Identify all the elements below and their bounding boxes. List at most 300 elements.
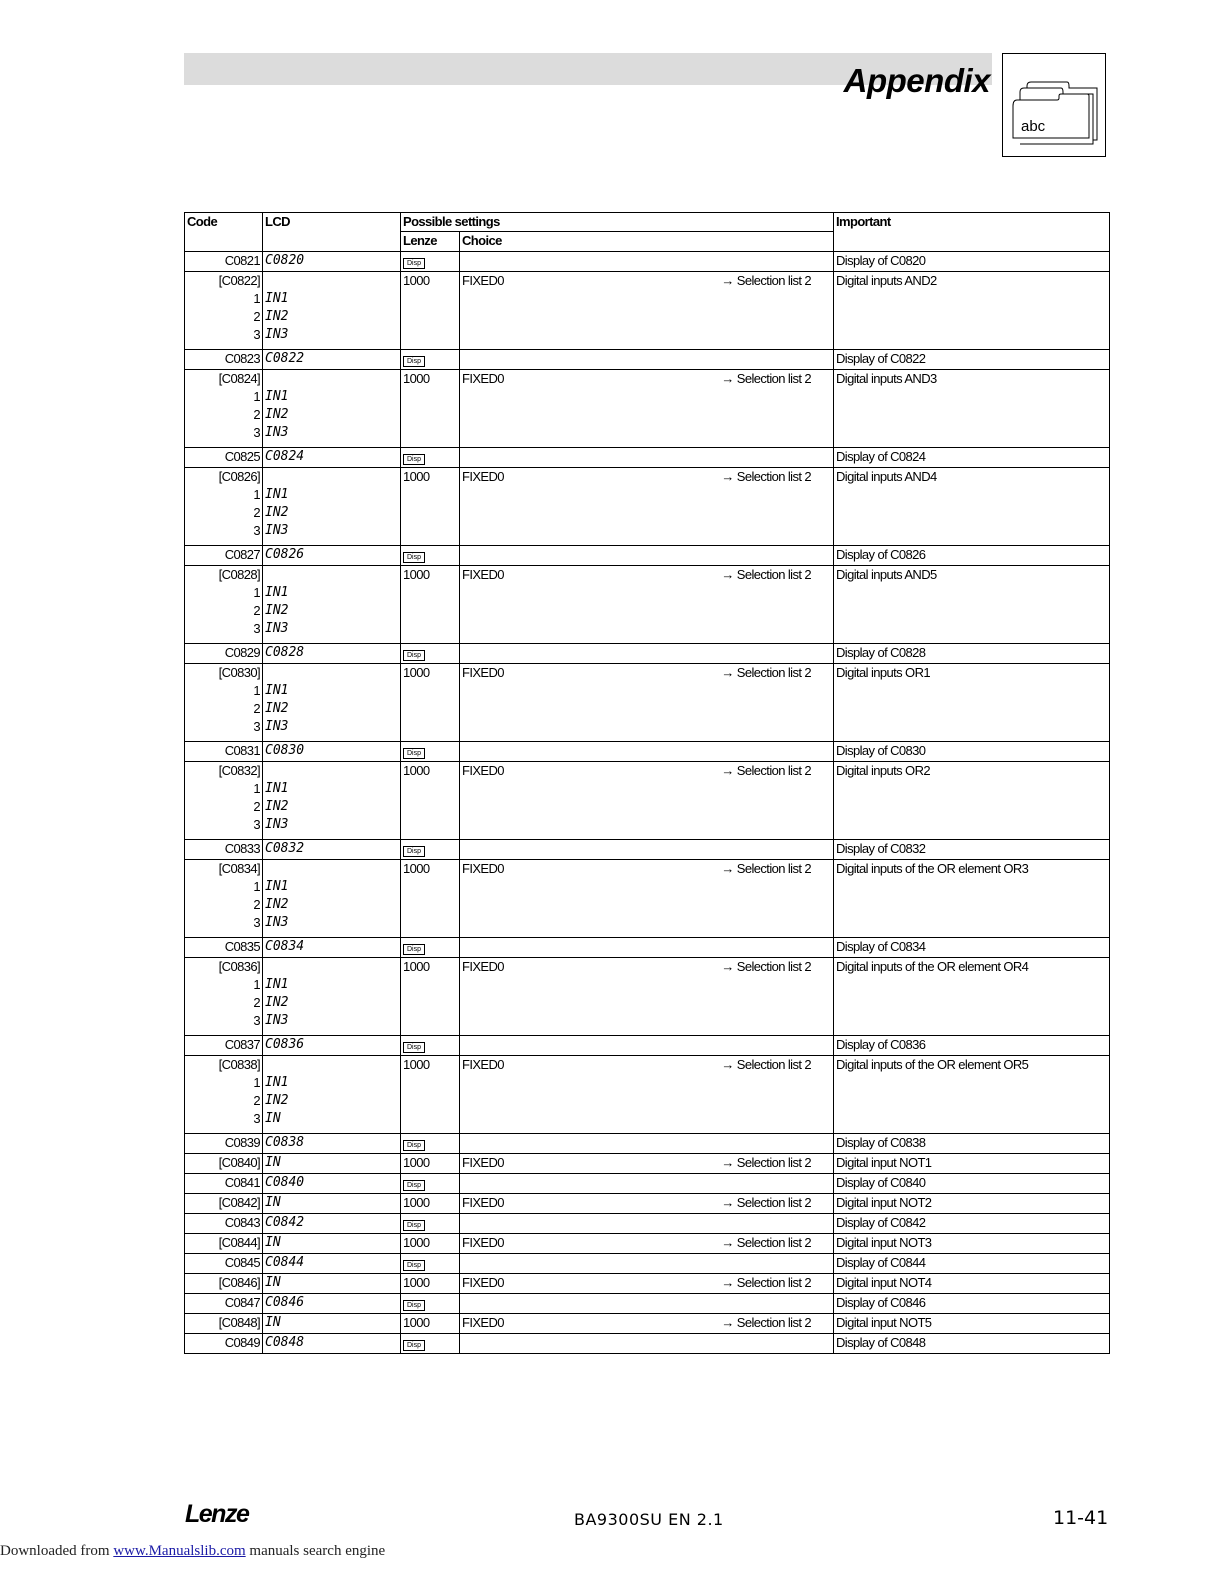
lcd-line: IN1: [265, 781, 289, 796]
table-row: [185, 1274, 1110, 1294]
code-line: 2: [253, 799, 260, 814]
lcd-line: IN1: [265, 879, 289, 894]
cell-choice: [460, 468, 834, 546]
cell-lenze: [401, 1134, 460, 1154]
choice-value: FIXED0: [462, 1275, 504, 1290]
code-line: 3: [253, 817, 260, 832]
cell-code: [185, 1334, 263, 1354]
code-line: 2: [253, 995, 260, 1010]
table-row: [185, 350, 1110, 370]
table-row: [185, 448, 1110, 468]
code-line: 2: [253, 407, 260, 422]
lenze-value: 1000: [403, 1315, 430, 1330]
code-line: [C0822]: [218, 273, 260, 288]
cell-lenze: [401, 1334, 460, 1354]
cell-lenze: [401, 468, 460, 546]
cell-lenze: [401, 1254, 460, 1274]
cell-code: [185, 1036, 263, 1056]
cell-lcd: [263, 546, 401, 566]
cell-code: [185, 1194, 263, 1214]
code-line: C0829: [224, 645, 260, 660]
cell-choice: [460, 1234, 834, 1254]
page-title: Appendix: [843, 62, 990, 99]
lenze-value: 1000: [403, 469, 430, 484]
choice-value: FIXED0: [462, 1315, 504, 1330]
cell-choice: [460, 938, 834, 958]
tab-label: abc: [1021, 118, 1046, 135]
cell-important: Display of C0840: [834, 1174, 1110, 1194]
lcd-line: IN1: [265, 389, 289, 404]
lcd-line: IN1: [265, 1075, 289, 1090]
cell-lcd: [263, 350, 401, 370]
folder-icon: [1003, 54, 1107, 158]
table-row: [185, 1234, 1110, 1254]
table-row: [185, 1194, 1110, 1214]
table-row: [185, 762, 1110, 840]
code-line: 2: [253, 897, 260, 912]
cell-code: [185, 860, 263, 938]
cell-code: [185, 1056, 263, 1134]
choice-value: FIXED0: [462, 665, 504, 680]
cell-lenze: [401, 644, 460, 664]
lcd-line: C0834: [265, 939, 305, 954]
cell-lenze: [401, 1294, 460, 1314]
cell-lcd: [263, 1234, 401, 1254]
lcd-line: [265, 566, 398, 584]
cell-code: [185, 566, 263, 644]
disp-badge: Disp: [403, 552, 425, 563]
lenze-value: 1000: [403, 959, 430, 974]
table-row: [185, 840, 1110, 860]
cell-important: Display of C0842: [834, 1214, 1110, 1234]
code-line: 1: [253, 879, 260, 894]
lcd-line: IN1: [265, 291, 289, 306]
selection-list-ref: → Selection list 2: [721, 665, 812, 680]
cell-important: Display of C0848: [834, 1334, 1110, 1354]
selection-list-ref: → Selection list 2: [721, 763, 812, 778]
lenze-value: 1000: [403, 1275, 430, 1290]
table-row: [185, 1174, 1110, 1194]
cell-code: [185, 1234, 263, 1254]
selection-list-ref: → Selection list 2: [721, 1155, 812, 1170]
cell-choice: [460, 1174, 834, 1194]
code-line: 3: [253, 719, 260, 734]
cell-choice: [460, 1334, 834, 1354]
table-row: [185, 860, 1110, 938]
cell-lenze: [401, 1274, 460, 1294]
disp-badge: Disp: [403, 1042, 425, 1053]
cell-choice: [460, 958, 834, 1036]
disp-badge: Disp: [403, 846, 425, 857]
choice-value: FIXED0: [462, 1195, 504, 1210]
cell-lcd: [263, 938, 401, 958]
table-row: [185, 742, 1110, 762]
cell-lcd: [263, 1274, 401, 1294]
cell-lcd: [263, 1294, 401, 1314]
choice-value: FIXED0: [462, 273, 504, 288]
lcd-line: IN: [265, 1111, 281, 1126]
lcd-line: IN3: [265, 621, 289, 636]
lcd-line: IN: [265, 1155, 281, 1170]
header-important: Important: [834, 213, 1110, 252]
cell-choice: [460, 860, 834, 938]
cell-code: [185, 1254, 263, 1274]
cell-choice: [460, 1056, 834, 1134]
lcd-line: C0846: [265, 1295, 305, 1310]
cell-lenze: [401, 546, 460, 566]
cell-lcd: [263, 252, 401, 272]
lcd-line: [265, 1056, 398, 1074]
selection-list-ref: → Selection list 2: [721, 1057, 812, 1072]
lenze-value: 1000: [403, 763, 430, 778]
lcd-line: IN2: [265, 799, 289, 814]
choice-value: FIXED0: [462, 371, 504, 386]
disp-badge: Disp: [403, 748, 425, 759]
cell-choice: [460, 370, 834, 448]
lcd-line: IN1: [265, 977, 289, 992]
lcd-line: IN3: [265, 915, 289, 930]
code-line: [C0832]: [218, 763, 260, 778]
cell-lcd: [263, 1314, 401, 1334]
cell-code: [185, 1274, 263, 1294]
lcd-line: IN1: [265, 487, 289, 502]
lcd-line: IN3: [265, 327, 289, 342]
cell-code: [185, 644, 263, 664]
cell-lcd: [263, 566, 401, 644]
code-line: [C0826]: [218, 469, 260, 484]
cell-lcd: [263, 958, 401, 1036]
code-line: 1: [253, 683, 260, 698]
table-row: [185, 252, 1110, 272]
selection-list-ref: → Selection list 2: [721, 861, 812, 876]
header-choice: Choice: [460, 232, 834, 252]
code-line: C0835: [224, 939, 260, 954]
cell-choice: [460, 1294, 834, 1314]
cell-code: [185, 840, 263, 860]
cell-important: Digital input NOT5: [834, 1314, 1110, 1334]
lcd-line: IN1: [265, 585, 289, 600]
cell-code: [185, 1174, 263, 1194]
code-line: C0843: [224, 1215, 260, 1230]
cell-important: Digital inputs OR2: [834, 762, 1110, 840]
cell-choice: [460, 742, 834, 762]
cell-choice: [460, 546, 834, 566]
code-line: [C0848]: [218, 1315, 260, 1330]
code-line: 3: [253, 1013, 260, 1028]
cell-important: Digital inputs OR1: [834, 664, 1110, 742]
table-row: [185, 566, 1110, 644]
selection-list-ref: → Selection list 2: [721, 1315, 812, 1330]
cell-important: Display of C0834: [834, 938, 1110, 958]
cell-choice: [460, 1194, 834, 1214]
cell-lenze: [401, 370, 460, 448]
selection-list-ref: → Selection list 2: [721, 469, 812, 484]
disp-badge: Disp: [403, 454, 425, 465]
code-line: [C0844]: [218, 1235, 260, 1250]
cell-lcd: [263, 742, 401, 762]
cell-important: Digital inputs of the OR element OR3: [834, 860, 1110, 938]
disp-badge: Disp: [403, 1300, 425, 1311]
cell-lcd: [263, 1174, 401, 1194]
disp-badge: Disp: [403, 1140, 425, 1151]
code-line: C0831: [224, 743, 260, 758]
cell-choice: [460, 644, 834, 664]
cell-lenze: [401, 664, 460, 742]
cell-lcd: [263, 1194, 401, 1214]
cell-lcd: [263, 840, 401, 860]
lcd-line: [265, 272, 398, 290]
cell-code: [185, 938, 263, 958]
lenze-value: 1000: [403, 567, 430, 582]
lcd-line: C0820: [265, 253, 305, 268]
cell-choice: [460, 448, 834, 468]
cell-lcd: [263, 1154, 401, 1174]
manualslib-link[interactable]: www.Manualslib.com: [113, 1543, 246, 1559]
table-body: [185, 252, 1110, 1354]
disp-badge: Disp: [403, 650, 425, 661]
code-line: C0833: [224, 841, 260, 856]
code-line: 2: [253, 309, 260, 324]
lcd-line: IN2: [265, 1093, 289, 1108]
table-row: [185, 546, 1110, 566]
cell-lenze: [401, 1314, 460, 1334]
table-row: [185, 1314, 1110, 1334]
selection-list-ref: → Selection list 2: [721, 1235, 812, 1250]
lcd-line: IN: [265, 1275, 281, 1290]
code-line: 2: [253, 603, 260, 618]
cell-important: Display of C0838: [834, 1134, 1110, 1154]
cell-important: Digital input NOT1: [834, 1154, 1110, 1174]
choice-value: FIXED0: [462, 1057, 504, 1072]
cell-important: Digital inputs AND2: [834, 272, 1110, 350]
cell-lcd: [263, 1334, 401, 1354]
download-suffix: manuals search engine: [245, 1543, 386, 1559]
code-line: 1: [253, 1075, 260, 1090]
lenze-value: 1000: [403, 1057, 430, 1072]
selection-list-ref: → Selection list 2: [721, 567, 812, 582]
lcd-line: C0838: [265, 1135, 305, 1150]
cell-choice: [460, 1254, 834, 1274]
table-row: [185, 370, 1110, 448]
code-line: 1: [253, 781, 260, 796]
cell-code: [185, 1214, 263, 1234]
cell-lenze: [401, 840, 460, 860]
cell-important: Display of C0820: [834, 252, 1110, 272]
cell-lenze: [401, 272, 460, 350]
cell-lenze: [401, 350, 460, 370]
code-line: 2: [253, 505, 260, 520]
cell-lenze: [401, 252, 460, 272]
cell-lcd: [263, 448, 401, 468]
table-row: [185, 1334, 1110, 1354]
cell-code: [185, 272, 263, 350]
cell-important: Digital input NOT2: [834, 1194, 1110, 1214]
cell-code: [185, 546, 263, 566]
choice-value: FIXED0: [462, 1155, 504, 1170]
lenze-value: 1000: [403, 861, 430, 876]
lenze-value: 1000: [403, 273, 430, 288]
cell-lenze: [401, 448, 460, 468]
cell-code: [185, 448, 263, 468]
choice-value: FIXED0: [462, 763, 504, 778]
cell-lenze: [401, 1036, 460, 1056]
code-line: C0827: [224, 547, 260, 562]
choice-value: FIXED0: [462, 469, 504, 484]
code-line: [C0828]: [218, 567, 260, 582]
code-line: [C0830]: [218, 665, 260, 680]
code-line: 2: [253, 1093, 260, 1108]
lcd-line: C0828: [265, 645, 305, 660]
code-line: [C0834]: [218, 861, 260, 876]
cell-lcd: [263, 468, 401, 546]
lcd-line: C0824: [265, 449, 305, 464]
lcd-line: C0826: [265, 547, 305, 562]
lcd-line: [265, 762, 398, 780]
cell-important: Display of C0824: [834, 448, 1110, 468]
selection-list-ref: → Selection list 2: [721, 273, 812, 288]
table-row: [185, 1134, 1110, 1154]
code-line: 3: [253, 425, 260, 440]
lenze-value: 1000: [403, 1195, 430, 1210]
document-id: BA9300SU EN 2.1: [574, 1510, 724, 1529]
header-lcd: LCD: [263, 213, 401, 252]
lcd-line: [265, 468, 398, 486]
cell-important: Digital inputs AND4: [834, 468, 1110, 546]
cell-important: Display of C0826: [834, 546, 1110, 566]
lcd-line: IN3: [265, 523, 289, 538]
lcd-line: IN1: [265, 683, 289, 698]
code-line: C0821: [224, 253, 260, 268]
cell-choice: [460, 1134, 834, 1154]
cell-important: Digital inputs AND3: [834, 370, 1110, 448]
cell-important: Digital inputs of the OR element OR5: [834, 1056, 1110, 1134]
cell-important: Display of C0830: [834, 742, 1110, 762]
cell-lenze: [401, 742, 460, 762]
lcd-line: C0832: [265, 841, 305, 856]
cell-lcd: [263, 1036, 401, 1056]
lcd-line: IN2: [265, 701, 289, 716]
table-row: [185, 1056, 1110, 1134]
cell-choice: [460, 664, 834, 742]
table-row: [185, 644, 1110, 664]
choice-value: FIXED0: [462, 567, 504, 582]
cell-code: [185, 252, 263, 272]
cell-code: [185, 350, 263, 370]
cell-lenze: [401, 1174, 460, 1194]
cell-choice: [460, 252, 834, 272]
cell-lenze: [401, 1234, 460, 1254]
code-line: 3: [253, 915, 260, 930]
lcd-line: IN3: [265, 719, 289, 734]
code-line: C0849: [224, 1335, 260, 1350]
code-line: 1: [253, 389, 260, 404]
cell-important: Display of C0828: [834, 644, 1110, 664]
table-row: [185, 1154, 1110, 1174]
code-line: 1: [253, 487, 260, 502]
lcd-line: IN2: [265, 603, 289, 618]
cell-lenze: [401, 860, 460, 938]
lenze-logo: Lenze: [185, 1500, 249, 1528]
cell-important: Digital input NOT4: [834, 1274, 1110, 1294]
page-number: 11-41: [1053, 1507, 1109, 1529]
download-prefix: Downloaded from: [0, 1543, 114, 1559]
cell-important: Display of C0822: [834, 350, 1110, 370]
cell-lenze: [401, 938, 460, 958]
disp-badge: Disp: [403, 1260, 425, 1271]
cell-lenze: [401, 1214, 460, 1234]
code-line: 1: [253, 977, 260, 992]
cell-lcd: [263, 860, 401, 938]
lcd-line: IN2: [265, 309, 289, 324]
table-row: [185, 272, 1110, 350]
cell-code: [185, 370, 263, 448]
lcd-line: C0844: [265, 1255, 305, 1270]
code-line: C0837: [224, 1037, 260, 1052]
cell-choice: [460, 1036, 834, 1056]
selection-list-ref: → Selection list 2: [721, 959, 812, 974]
cell-code: [185, 762, 263, 840]
table-row: [185, 958, 1110, 1036]
lenze-value: 1000: [403, 1155, 430, 1170]
code-line: 1: [253, 291, 260, 306]
table-row: [185, 1294, 1110, 1314]
disp-badge: Disp: [403, 944, 425, 955]
code-line: [C0840]: [218, 1155, 260, 1170]
lcd-line: IN2: [265, 505, 289, 520]
code-line: 3: [253, 621, 260, 636]
header-code: Code: [185, 213, 263, 252]
cell-code: [185, 1314, 263, 1334]
cell-lcd: [263, 762, 401, 840]
lcd-line: IN3: [265, 817, 289, 832]
cell-lenze: [401, 958, 460, 1036]
lenze-value: 1000: [403, 371, 430, 386]
disp-badge: Disp: [403, 1220, 425, 1231]
cell-code: [185, 664, 263, 742]
cell-code: [185, 958, 263, 1036]
lcd-line: C0836: [265, 1037, 305, 1052]
cell-code: [185, 1134, 263, 1154]
cell-code: [185, 468, 263, 546]
lcd-line: IN: [265, 1315, 281, 1330]
code-line: C0841: [224, 1175, 260, 1190]
cell-lcd: [263, 1056, 401, 1134]
cell-important: Display of C0832: [834, 840, 1110, 860]
code-line: C0825: [224, 449, 260, 464]
cell-choice: [460, 840, 834, 860]
parameter-table: [184, 212, 1110, 1354]
code-line: 2: [253, 701, 260, 716]
cell-code: [185, 1294, 263, 1314]
header-lenze: Lenze: [401, 232, 460, 252]
cell-choice: [460, 272, 834, 350]
lcd-line: C0842: [265, 1215, 305, 1230]
cell-important: Display of C0846: [834, 1294, 1110, 1314]
selection-list-ref: → Selection list 2: [721, 1195, 812, 1210]
lcd-line: IN: [265, 1235, 281, 1250]
lcd-line: IN2: [265, 995, 289, 1010]
lcd-line: [265, 664, 398, 682]
cell-lcd: [263, 370, 401, 448]
cell-code: [185, 1154, 263, 1174]
lcd-line: [265, 370, 398, 388]
disp-badge: Disp: [403, 258, 425, 269]
cell-lenze: [401, 566, 460, 644]
cell-lenze: [401, 1154, 460, 1174]
table-row: [185, 938, 1110, 958]
table-row: [185, 468, 1110, 546]
code-line: C0839: [224, 1135, 260, 1150]
